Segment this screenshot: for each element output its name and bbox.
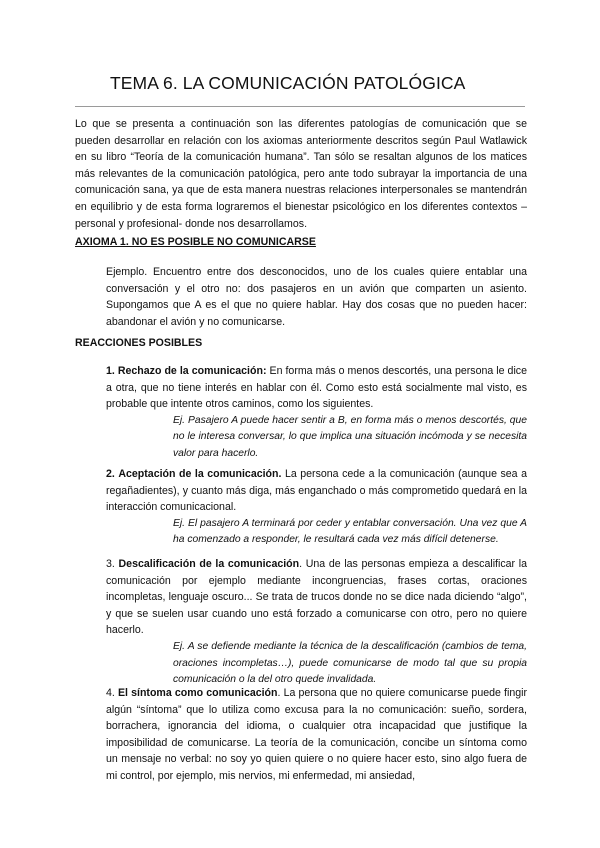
item-text: . La persona que no quiere comunicarse puede fingir algún “síntoma” que lo utiliza como excusa para la no comunicación: sueño, sordera, borrachera, ignorancia del idioma, o cualquier otra incapacidad que justifique la imposibilidad de comunicarse. La teoría de la comunicación, concibe un síntoma como un mensaje no verbal: no soy yo quien quiere o no quiere hacer esto, sino algo fuera de mi control, por ejemplo, mis nervios, mi enfermedad, mi ansiedad, <box>106 687 527 782</box>
item-title: Descalificación de la comunicación <box>118 558 300 570</box>
page-title: TEMA 6. LA COMUNICACIÓN PATOLÓGICA <box>110 73 466 93</box>
reaction-item-2 <box>106 466 527 549</box>
intro-paragraph: Lo que se presenta a continuación son las diferentes patologías de comunicación que se pueden desarrollar en relación con los axiomas anteriormente descritos según Paul Watlawick en su libro “Teoría de la comunicación humana”. Tan sólo se resaltan algunos de los matices más relevantes de la comunicación patológica, pero ante todo subrayar la importancia de una comunicación sana, ya que de esta manera nuestras relaciones interpersonales se mantendrán en equilibrio y de esta forma lograremos el bienestar psicológico en los diferentes contextos –personal y profesional- donde nos desarrollamos. <box>75 118 527 230</box>
item-text: La persona cede a la comunicación (aunque sea a regañadientes), y cuanto más diga, más enganchado o más comprometido quedará en la interacción comunicacional. <box>106 468 527 514</box>
item-example: Ej. El pasajero A terminará por ceder y entablar conversación. Una vez que A ha comenzado a responder, le resultará cada vez más difícil detenerse. <box>173 517 527 546</box>
item-number: 4. <box>106 687 115 699</box>
reaction-item-1 <box>106 363 527 463</box>
item-number: 1. <box>106 365 115 377</box>
item-text: En forma más o menos descortés, una persona le dice a otra, que no tiene interés en hablar con él. Como esto está socialmente mal visto, es probable que intente otros caminos, como los siguientes. <box>106 365 527 411</box>
reaction-item-4 <box>106 685 527 785</box>
item-text: . Una de las personas empieza a descalificar la comunicación por ejemplo mediante incongruencias, frases cortas, oraciones incompletas, lenguaje oscuro... Se trata de trucos donde no se dice nada diciendo “algo”, y que se suelen usar cuando uno está forzado a comunicarse con otro, pero no quiere hacerlo. <box>106 558 527 637</box>
title-divider <box>75 106 525 107</box>
ejemplo-paragraph: Ejemplo. Encuentro entre dos desconocidos, uno de los cuales quiere entablar una conversación y el otro no: dos pasajeros en un avión que comparten un asiento. Supongamos que A es el que no quiere hablar. Hay dos cosas que no pueden hacer: abandonar el avión y no comunicarse. <box>106 266 527 328</box>
item-example: Ej. A se defiende mediante la técnica de la descalificación (cambios de tema, oraciones incompletas…), puede comunicarse de modo tal que su propia comunicación o la del otro quede invalidada. <box>173 640 527 686</box>
item-title: Aceptación de la comunicación. <box>118 468 282 480</box>
axioma-heading: AXIOMA 1. NO ES POSIBLE NO COMUNICARSE <box>75 236 316 248</box>
item-title: Rechazo de la comunicación: <box>117 365 267 377</box>
item-title: El síntoma como comunicación <box>117 687 278 699</box>
item-example: Ej. Pasajero A puede hacer sentir a B, en forma más o menos descortés, que no le interesa conversar, lo que implica una situación incómoda y se necesita valor para hacerlo. <box>173 414 527 459</box>
item-number: 3. <box>106 558 115 570</box>
item-number: 2. <box>106 468 115 480</box>
reacciones-heading: REACCIONES POSIBLES <box>75 337 203 349</box>
reaction-item-3 <box>106 556 527 689</box>
